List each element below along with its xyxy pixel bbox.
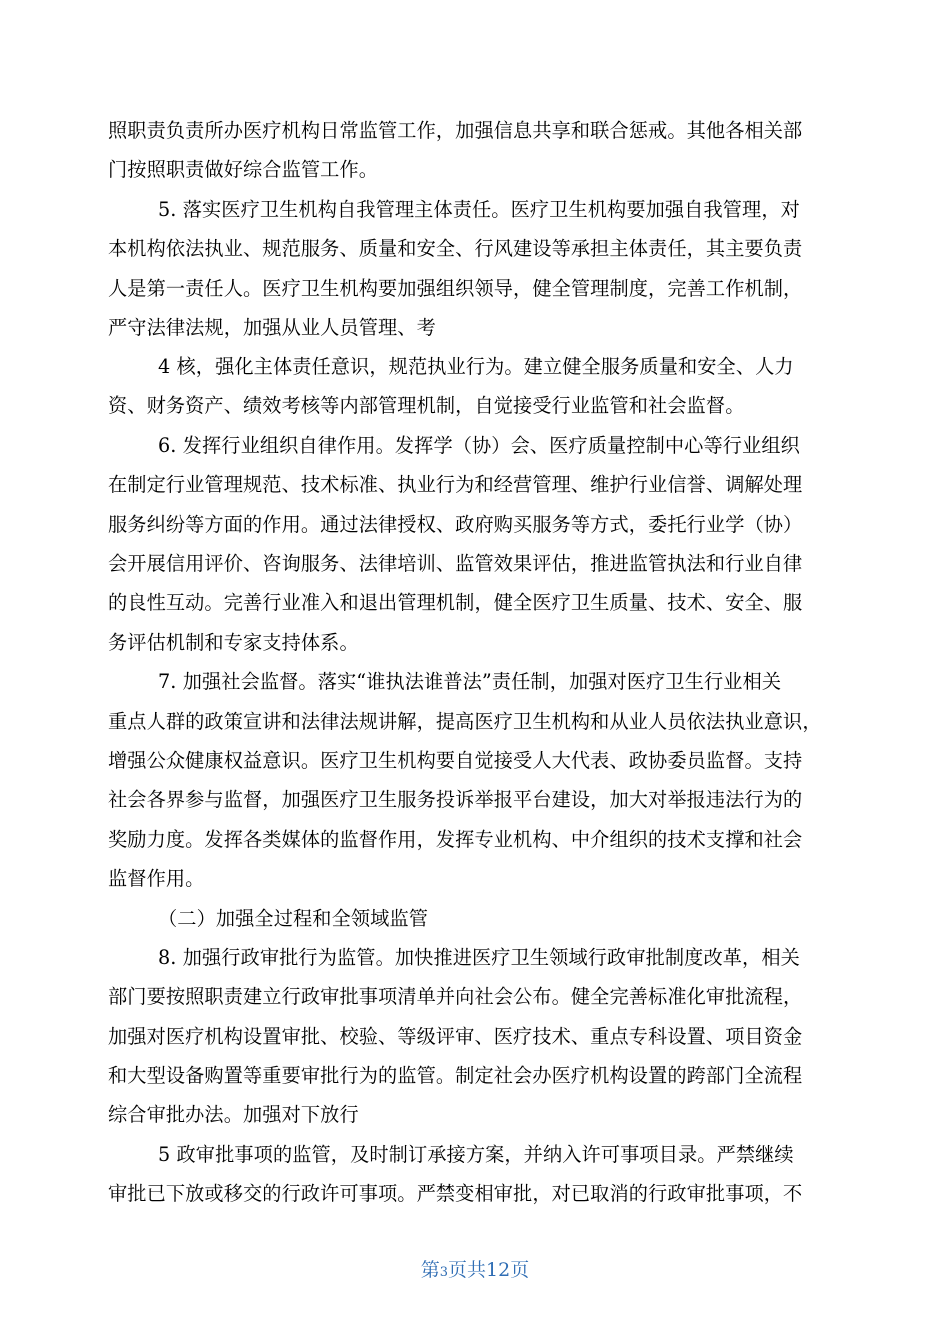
text-line: 门按照职责做好综合监管工作。 — [108, 158, 379, 181]
text-line: 4 核，强化主体责任意识，规范执业行为。建立健全服务质量和安全、人力 — [158, 355, 794, 378]
text-line: 6. 发挥行业组织自律作用。发挥学（协）会、医疗质量控制中心等行业组织 — [158, 434, 800, 457]
text-line: 服务纠纷等方面的作用。通过法律授权、政府购买服务等方式，委托行业学（协） — [108, 513, 803, 536]
text-line: 7. 加强社会监督。落实“谁执法谁普法”责任制，加强对医疗卫生行业相关 — [158, 670, 782, 693]
text-line: 加强对医疗机构设置审批、校验、等级评审、医疗技术、重点专科设置、项目资金 — [108, 1025, 803, 1048]
text-line: 重点人群的政策宣讲和法律法规讲解，提高医疗卫生机构和从业人员依法执业意识， — [108, 710, 822, 733]
text-line: 5. 落实医疗卫生机构自我管理主体责任。医疗卫生机构要加强自我管理，对 — [158, 198, 800, 221]
footer-prefix: 第 — [420, 1259, 440, 1281]
text-line: 审批已下放或移交的行政许可事项。严禁变相审批，对已取消的行政审批事项，不 — [108, 1182, 803, 1205]
text-line: 增强公众健康权益意识。医疗卫生机构要自觉接受人大代表、政协委员监督。支持 — [108, 749, 803, 772]
total-page-number: 12 — [486, 1259, 511, 1281]
text-line: 照职责负责所办医疗机构日常监管工作，加强信息共享和联合惩戒。其他各相关部 — [108, 119, 803, 142]
text-line: 奖励力度。发挥各类媒体的监督作用，发挥专业机构、中介组织的技术支撑和社会 — [108, 828, 803, 851]
text-line: 资、财务资产、绩效考核等内部管理机制，自觉接受行业监管和社会监督。 — [108, 394, 745, 417]
text-line: 综合审批办法。加强对下放行 — [108, 1103, 359, 1126]
section-heading: （二）加强全过程和全领域监管 — [158, 907, 429, 930]
text-line: 严守法律法规，加强从业人员管理、考 — [108, 316, 436, 339]
text-line: 的良性互动。完善行业准入和退出管理机制，健全医疗卫生质量、技术、安全、服 — [108, 591, 803, 614]
text-line: 社会各界参与监督，加强医疗卫生服务投诉举报平台建设，加大对举报违法行为的 — [108, 788, 803, 811]
text-line: 8. 加强行政审批行为监管。加快推进医疗卫生领域行政审批制度改革，相关 — [158, 946, 800, 969]
text-line: 部门要按照职责建立行政审批事项清单并向社会公布。健全完善标准化审批流程， — [108, 985, 803, 1008]
text-line: 和大型设备购置等重要审批行为的监管。制定社会办医疗机构设置的跨部门全流程 — [108, 1064, 803, 1087]
text-line: 会开展信用评价、咨询服务、法律培训、监管效果评估，推进监管执法和行业自律 — [108, 552, 803, 575]
text-line: 人是第一责任人。医疗卫生机构要加强组织领导，健全管理制度，完善工作机制， — [108, 277, 803, 300]
text-line: 监督作用。 — [108, 867, 205, 890]
footer-suffix: 页 — [510, 1259, 530, 1281]
text-line: 务评估机制和专家支持体系。 — [108, 631, 359, 654]
text-line: 5 政审批事项的监管，及时制订承接方案，并纳入许可事项目录。严禁继续 — [158, 1143, 794, 1166]
current-page-number: 3 — [439, 1265, 449, 1280]
page-footer — [0, 1257, 950, 1286]
text-line: 在制定行业管理规范、技术标准、执业行为和经营管理、维护行业信誉、调解处理 — [108, 473, 803, 496]
footer-middle: 页共 — [448, 1259, 487, 1281]
text-line: 本机构依法执业、规范服务、质量和安全、行风建设等承担主体责任，其主要负责 — [108, 237, 803, 260]
